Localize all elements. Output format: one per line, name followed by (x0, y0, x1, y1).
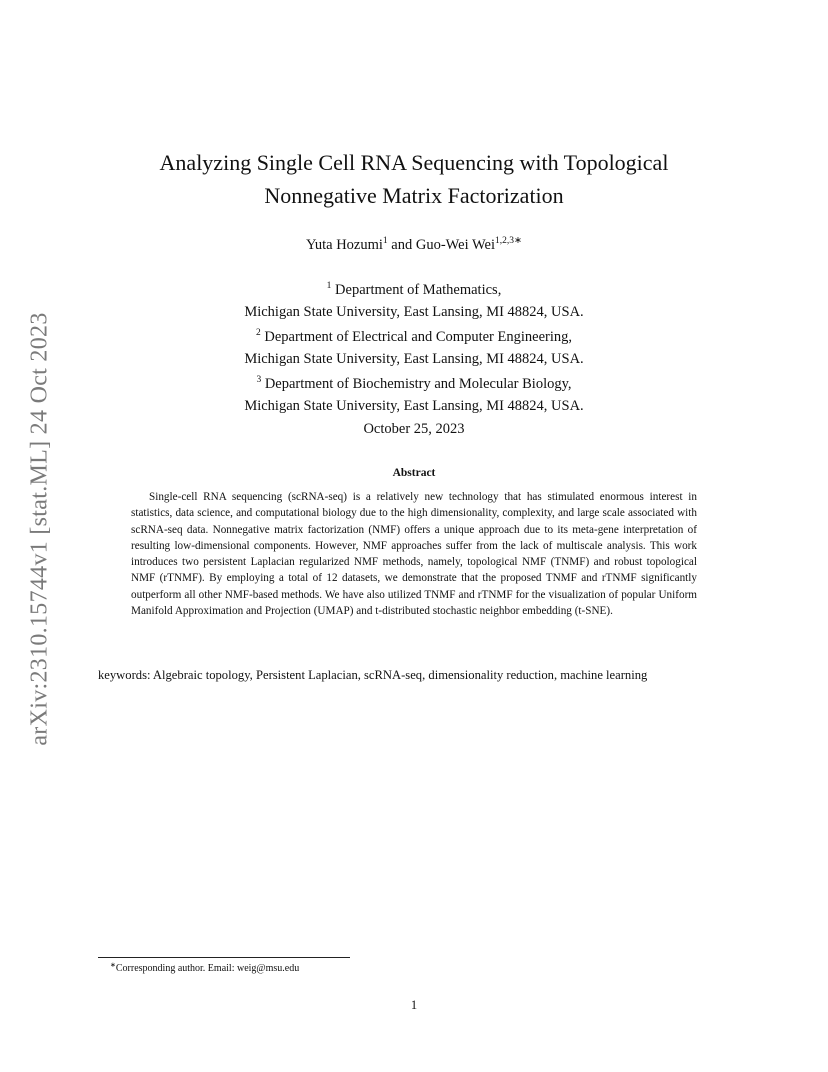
affiliation-address: Michigan State University, East Lansing, MI 48824, USA. (244, 350, 584, 367)
affiliation-marker: 1 (326, 281, 332, 291)
footnote-marker: ∗ (110, 961, 116, 969)
affiliation-name: $^3$ Department of Biochemistry and Molecular Biology, (256, 375, 572, 392)
footnote (110, 961, 299, 974)
affiliation-address: Michigan State University, East Lansing, MI 48824, USA. (244, 397, 584, 414)
author-name: Guo-Wei Wei (415, 237, 496, 253)
author-affiliation-marker: 1,2,3∗ (495, 236, 522, 246)
paper-title-line-1: Analyzing Single Cell RNA Sequencing with Topological (159, 150, 669, 175)
publication-date: October 25, 2023 (363, 421, 465, 437)
author-connector: and (387, 237, 416, 253)
keywords-line: keywords: Algebraic topology, Persistent Laplacian, scRNA-seq, dimensionality reduction, machine learning (98, 668, 648, 682)
arxiv-identifier-text: arXiv:2310.15744v1 [stat.ML] 24 Oct 2023 (26, 312, 53, 746)
page-number: 1 (410, 998, 418, 1012)
arxiv-identifier (18, 284, 62, 774)
affiliation-marker: 3 (256, 375, 262, 385)
author-name: Yuta Hozumi (306, 237, 383, 253)
footnote-divider (98, 957, 350, 958)
author-affiliation-marker: 1 (382, 236, 388, 246)
affiliation-address: Michigan State University, East Lansing, MI 48824, USA. (244, 303, 584, 320)
footnote-text: Corresponding author. Email: weig@msu.edu (115, 963, 300, 974)
affiliation-name: $^2$ Department of Electrical and Computer Engineering, (256, 328, 572, 345)
paper-title (110, 146, 718, 212)
author-list (110, 235, 718, 254)
affiliation-list (110, 276, 718, 417)
abstract-body: Single-cell RNA sequencing (scRNA-seq) is a relatively new technology that has stimulated enormous interest in statistics, data science, and computational biology due to the high dimensionality, complexity, and large scale associated with scRNA-seq data. Nonnegative matrix factorization (NMF) offers a unique approach due to its meta-gene interpretation of resulting low-dimensional components. However, NMF approaches suffer from the lack of multiscale analysis. This work introduces two persistent Laplacian regularized NMF methods, namely, topological NMF (TNMF) and robust topological NMF (rTNMF). By employing a total of 12 datasets, we demonstrate that the proposed TNMF and rTNMF significantly outperform all other NMF-based methods. We have also utilized TNMF and rTNMF for the visualization of popular Uniform Manifold Approximation and Projection (UMAP) and t-distributed stochastic neighbor embedding (t-SNE). (131, 491, 697, 618)
paper-title-line-2: Nonnegative Matrix Factorization (264, 183, 564, 208)
abstract-heading: Abstract (392, 467, 436, 479)
affiliation-name: $^1$ Department of Mathematics, (326, 281, 502, 298)
affiliation-marker: 2 (256, 328, 261, 338)
